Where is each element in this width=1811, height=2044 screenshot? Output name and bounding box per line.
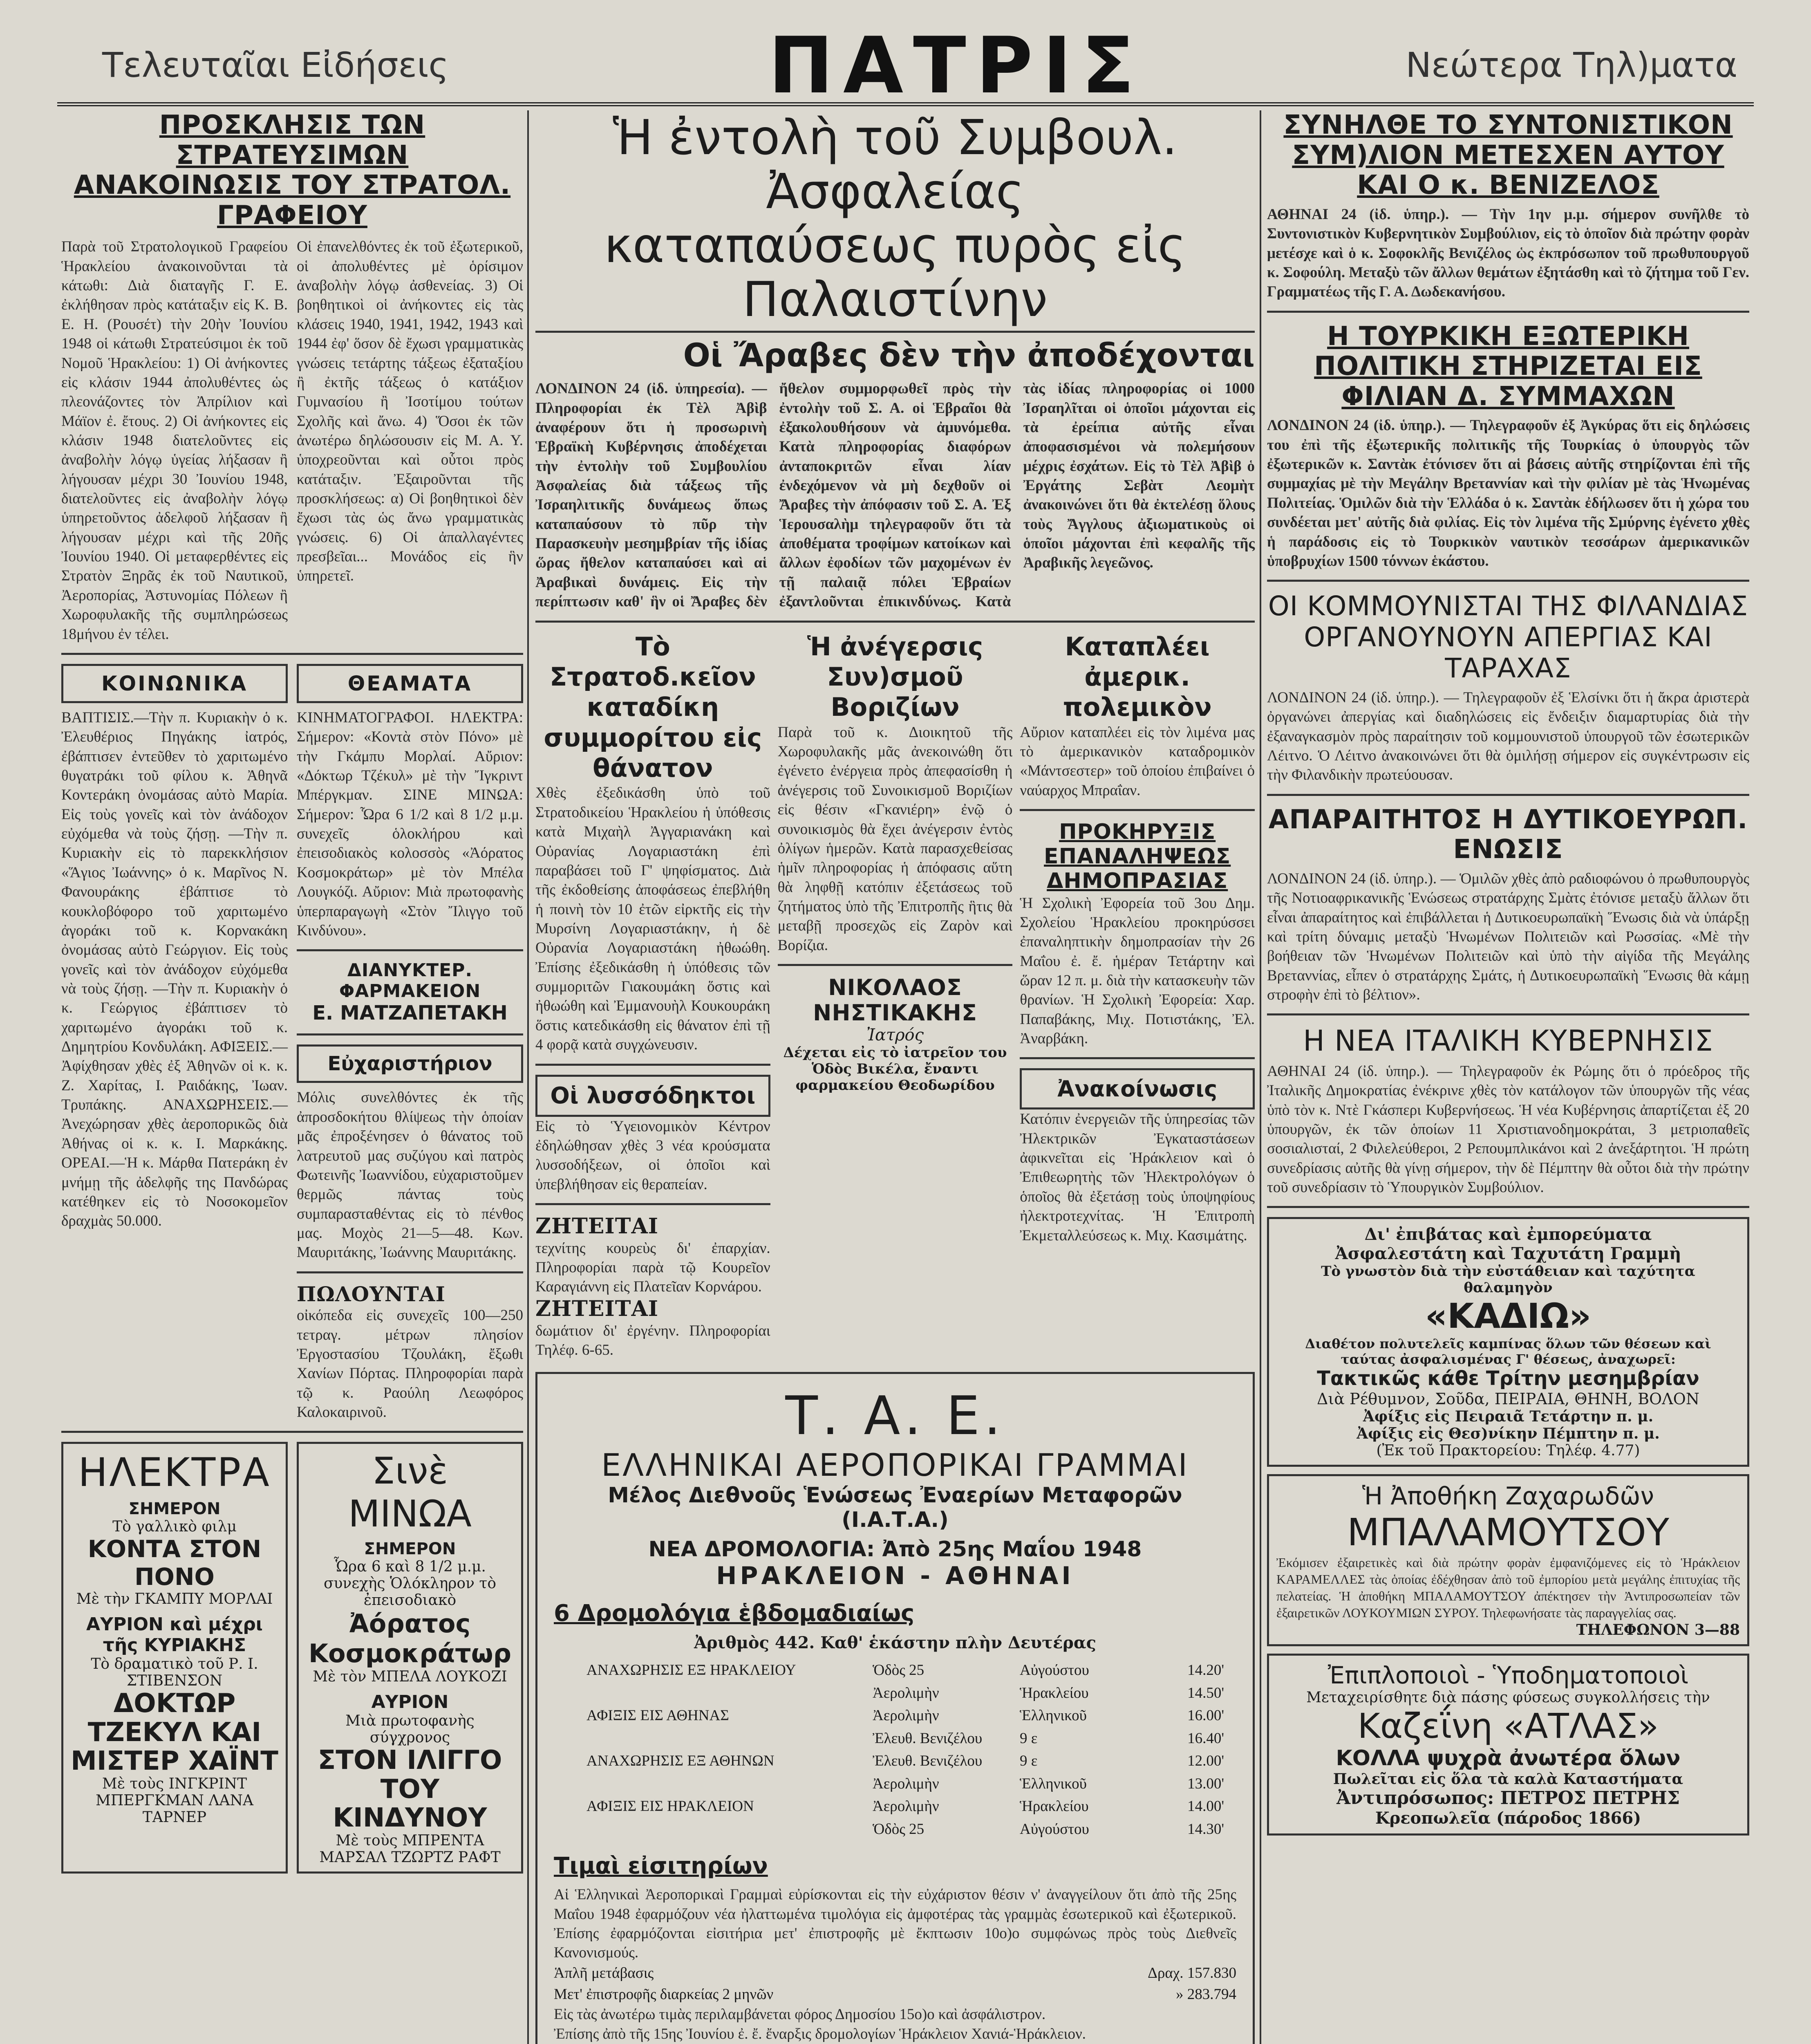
column-divider: [527, 110, 529, 2044]
today-label: ΣΗΜΕΡΟΝ: [128, 1499, 221, 1519]
schedule-cell: [587, 1818, 873, 1841]
price-note: Εἰς τὰς ἀνωτέρω τιμὰς περιλαμβάνεται φόρος Δημοσίου 15ο)ο καὶ ἀσφάλιστρον.: [554, 2006, 1046, 2023]
auction-title: ΠΡΟΚΗΡΥΞΙΣ ΕΠΑΝΑΛΗΨΕΩΣ ΔΗΜΟΠΡΑΣΙΑΣ: [1044, 820, 1231, 893]
masthead: [57, 16, 1754, 111]
ship-ad-line: (Ἐκ τοῦ Πρακτορείου: Τηλέφ. 4.77): [1376, 1442, 1640, 1459]
rabies-text: Εἰς τὸ Ὑγειονομικὸν Κέντρον ἐδηλώθησαν χθὲς 3 νέα κρούσματα λυσσοδήξεων, οἱ ὁποῖοι καὶ ὑπεβλήθησαν εἰς θεραπείαν.: [535, 1118, 770, 1193]
palestine-headline: Ἡ ἐντολὴ τοῦ Συμβουλ. Ἀσφαλείας: [613, 109, 1177, 220]
cinema-ads: [61, 1442, 523, 1874]
minoa-title: Σινὲ ΜΙΝΩΑ: [348, 1450, 472, 1536]
schedule-cell: ΑΦΙΞΙΣ ΕΙΣ ΑΘΗΝΑΣ: [587, 1707, 729, 1724]
schedule-row: [587, 1773, 1236, 1795]
schedule-cell: 14.50': [1187, 1684, 1224, 1701]
tae-airline-ad: [535, 1372, 1255, 2044]
ship-ad-line: Τὸ γνωστὸν διὰ τὴν εὐστάθειαν καὶ ταχύτητα θαλαμηγὸν: [1321, 1263, 1695, 1296]
masthead-left-label: Τελευταῖαι Εἰδήσεις: [102, 45, 449, 85]
glue-brand: Καζεΐνη «ΑΤΛΑΣ»: [1357, 1706, 1659, 1746]
divider: [1267, 580, 1749, 582]
schedule-cell: Ἑλληνικοῦ: [1020, 1707, 1087, 1724]
right-column: [1267, 110, 1749, 1836]
for-sale-text: οἰκόπεδα εἰς συνεχεῖς 100—250 τετραγ. μέτρων πλησίον Ἐργοστασίου Τζουλάκη, ἔξωθι Χανίων Πόρτας. Πληροφορίαι παρὰ τῷ κ. Ραούλη Λεωφόρος Καλοκαιρινοῦ.: [297, 1307, 523, 1421]
candy-store-ad: [1267, 1474, 1749, 1646]
divider: [1020, 809, 1255, 811]
turkey-headline: Η ΤΟΥΡΚΙΚΗ ΕΞΩΤΕΡΙΚΗ ΠΟΛΙΤΙΚΗ ΣΤΗΡΙΖΕΤΑΙ ΕΙΣ ΦΙΛΙΑΝ Δ. ΣΥΜΜΑΧΩΝ: [1314, 321, 1702, 412]
conscription-headline: ΠΡΟΣΚΛΗΣΙΣ ΤΩΝ ΣΤΡΑΤΕΥΣΙΜΩΝ: [159, 110, 425, 170]
schedule-row: [587, 1704, 1236, 1727]
glue-ad-heading: Ἐπιπλοποιοὶ - Ὑποδηματοποιοὶ: [1327, 1661, 1689, 1690]
tae-title: Τ. Α. Ε.: [785, 1385, 1005, 1447]
schedule-row: [587, 1818, 1236, 1841]
candy-store-name: ΜΠΑΛΑΜΟΥΤΣΟΥ: [1347, 1511, 1670, 1555]
tomorrow-label: ΑΥΡΙΟΝ καὶ μέχρι τῆς ΚΥΡΙΑΚΗΣ: [86, 1614, 263, 1656]
flights-title: 6 Δρομολόγια ἑβδομαδιαίως: [554, 1600, 915, 1627]
schedule-cell: 12.00': [1187, 1753, 1224, 1770]
schedule-row: [587, 1659, 1236, 1682]
social-title: ΚΟΙΝΩΝΙΚΑ: [61, 664, 288, 703]
newspaper-title: ΠΑΤΡΙΣ: [768, 20, 1144, 111]
glue-ad-line: Ἀντιπρόσωπος: ΠΕΤΡΟΣ ΠΕΤΡΗΣ: [1336, 1788, 1680, 1809]
electra-cinema-ad: [61, 1442, 288, 1874]
schedule-cell: Ἡρακλείου: [1020, 1798, 1089, 1815]
schedule-row: [587, 1750, 1236, 1773]
schedule-cell: Ἡρακλείου: [1020, 1684, 1089, 1701]
schedule-cell: Αὐγούστου: [1020, 1820, 1089, 1838]
minoa-cinema-ad: [297, 1442, 523, 1874]
divider: [297, 1033, 523, 1035]
court-text: Χθὲς ἐξεδικάσθη ὑπὸ τοῦ Στρατοδικείου Ἡρακλείου ἡ ὑπόθεσις κατὰ Μιχαὴλ Ἀγγαριανάκη καὶ Οὐρανίας Λογαριαστάκη ἐπὶ παραβάσει τοῦ Γ' ψηφίσματος. Διὰ τῆς ἐκδοθείσης ἀποφάσεως ἐπεβλήθη ἡ ποινὴ τὸν 10 ἐτῶν εἰρκτῆς εἰς τὴν Μυρσίνη Λογαριαστάκην, ἡ δὲ Οὐρανία Λογαριαστάκη ἠθωώθη. Ἐπίσης ἐξεδικάσθη ἡ ὑπόθεσις τῶν συμμοριτῶν Γιακουμάκη ὅστις καὶ ἠθωώθη καὶ Ἐμμανουὴλ Κουκουράκη ὅστις κατεδικάσθη εἰς θάνατον ἐπὶ τῇ 4 φορᾷ κατὰ συγχώνευσιν.: [535, 784, 770, 1053]
doctor-name: ΝΙΚΟΛΑΟΣ ΝΗΣΤΙΚΑΚΗΣ: [813, 975, 977, 1026]
schedule-row: [587, 1727, 1236, 1750]
wanted-label: ΖΗΤΕΙΤΑΙ: [535, 1213, 659, 1239]
pharmacy-title: ΔΙΑΝΥΚΤΕΡ. ΦΑΡΜΑΚΕΙΟΝ: [339, 960, 481, 1002]
ad-line: Μιὰ πρωτοφανὴς σύγχρονος: [345, 1712, 475, 1746]
price-row: [554, 1963, 1236, 1984]
council-text: ΑΘΗΝΑΙ 24 (ἰδ. ὑπηρ.). — Τὴν 1ην μ.μ. σήμερον συνῆλθε τὸ Συντονιστικὸν Κυβερνητικὸν Συμβούλιον, εἰς τὸ ὁποῖον διὰ πρώτην φορὰν μετέσχε καὶ ὁ κ. Σοφοκλῆς Βενιζέλος ὡς ἐκπρόσωπον τοῦ πρωθυπουργοῦ κ. Σοφούλη. Μεταξὺ τῶν ἄλλων θεμάτων ἐξητάσθη καὶ τὸ ζήτημα τοῦ Γεν. Γραμματέως τῆς Γ. Α. Δωδεκανήσου.: [1267, 206, 1749, 300]
film-title: ΚΟΝΤΑ ΣΤΟΝ ΠΟΝΟ: [87, 1535, 262, 1591]
europe-text: ΛΟΝΔΙΝΟΝ 24 (ἰδ. ὑπηρ.). — Ὁμιλῶν χθὲς ἀπὸ ραδιοφώνου ὁ πρωθυπουργὸς τῆς Νοτιοαφρικανικῆς Ἑνώσεως στρατάρχης Σμὰτς ἐτόνισε μεταξὺ ἄλλων ὅτι εἶναι ἀπαραίτητος καὶ ἐπιβάλλεται ἡ Δυτικοευρωπαϊκὴ Ἕνωσις διὰ νὰ ὑπάρξῃ καὶ τρίτη δύναμις μεταξὺ Ἡνωμένων Πολιτειῶν καὶ Ρωσσίας. «Μὲ τὴν βοήθειαν τῶν Ἡνωμένων Πολιτειῶν καὶ ὑπὸ τὴν αἰγίδα τῆς Μεγάλης Βρεταννίας, εἶπεν ὁ στρατάρχης Σμάτς, ἡ Δυτικοευρωπαϊκὴ Ἕνωσις θὰ κάμῃ στροφὴν ἐπὶ τὸ βέλτιον».: [1267, 870, 1749, 1004]
thanks-text: Μόλις συνελθόντες ἐκ τῆς ἀπροσδοκήτου θλίψεως τὴν ὁποίαν μᾶς ἐπροξένησεν ὁ θάνατος τοῦ λατρευτοῦ μας συζύγου καὶ πατρὸς Φωτεινῆς Ἰωαννίδου, εὐχαριστοῦμεν θερμῶς πάντας τοὺς συμπαρασταθέντας εἰς τὸ πένθος μας. Μοχὸς 21—5—48. Κων. Μαυριτάκης, Ἰωάννης Μαυριτάκης.: [297, 1089, 523, 1261]
schedule-cell: 16.40': [1187, 1730, 1224, 1747]
italy-headline: Η ΝΕΑ ΙΤΑΛΙΚΗ ΚΥΒΕΡΝΗΣΙΣ: [1303, 1024, 1713, 1058]
schedule-cell: ΑΝΑΧΩΡΗΣΙΣ ΕΞ ΗΡΑΚΛΕΙΟΥ: [587, 1662, 796, 1679]
film-title: ΔΟΚΤΩΡ ΤΖΕΚΥΛ ΚΑΙ ΜΙΣΤΕΡ ΧΑΪΝΤ: [71, 1688, 278, 1777]
flights-note: Ἀριθμὸς 442. Καθ' ἑκάστην πλὴν Δευτέρας: [694, 1633, 1097, 1653]
ship-ad-line: Ἀφίξις εἰς Πειραιᾶ Τετάρτην π. μ.: [1363, 1408, 1654, 1425]
price-label: Ἁπλῆ μετάβασις: [554, 1964, 654, 1981]
schedule-cell: Ἀερολιμὴν: [873, 1684, 939, 1701]
article-text: Παρὰ τοῦ Στρατολογικοῦ Γραφείου Ἡρακλείου ἀνακοινοῦνται τὰ κάτωθι: Διὰ διαταγῆς Γ. Ε. ἐκλήθησαν πρὸς κατάταξιν εἰς Κ. Β. Ε. Η. (Ρουσέτ) τὴν 20ὴν Ἰουνίου 1948 οἱ κάτωθι Στρατεύσιμοι ἐκ τοῦ Νομοῦ Ἡρακλείου: 1) Οἱ ἀνήκοντες εἰς κλάσιν 1944 ἀπολυθέντες ὡς πλεονάζοντες τὸν Ἀπρίλιον καὶ Μάϊον ἐ. ἔτους. 2) Οἱ ἀνήκοντες εἰς κλάσιν 1948 διατελοῦντες εἰς ἀναβολὴν λόγῳ ὑγείας λήξασαν ἢ λήγουσαν μέχρι 30 Ἰουνίου 1948, διατελοῦντες εἰς ἀναβολὴν λόγῳ ὑπηρετοῦντος ἀδελφοῦ λήξασαν ἢ λήγουσαν μέχρι καὶ τῆς 20ῆς Ἰουνίου 1940. Οἱ μεταφερθέντες εἰς Στρατὸν Ξηρᾶς ἐκ τοῦ Ναυτικοῦ, Ἀεροπορίας, Ἀστυνομίας Πόλεων ἢ Χωροφυλακῆς τῆς συμπληρώσεως 18μήνου ἐν τέλει.: [61, 238, 288, 643]
palestine-subhead: Οἱ Ἄραβες δὲν τὴν ἀποδέχονται: [683, 337, 1255, 374]
ship-name: «ΚΑΔΙΩ»: [1425, 1296, 1592, 1336]
doctor-title: Ἰατρός: [866, 1026, 924, 1045]
schedule-cell: [587, 1727, 873, 1750]
schedule-cell: 14.00': [1187, 1798, 1224, 1815]
schedule-cell: 16.00': [1187, 1707, 1224, 1724]
for-sale-label: ΠΩΛΟΥΝΤΑΙ: [297, 1282, 445, 1306]
schedule-cell: ΑΦΙΞΙΣ ΕΙΣ ΗΡΑΚΛΕΙΟΝ: [587, 1798, 754, 1815]
wanted-text: δωμάτιον δι' ἐργένην. Πληροφορίαι Τηλέφ. 6-65.: [535, 1322, 770, 1358]
divider: [778, 964, 1013, 966]
conscription-subheadline: ΑΝΑΚΟΙΝΩΣΙΣ ΤΟΥ ΣΤΡΑΤΟΛ. ΓΡΑΦΕΙΟΥ: [74, 170, 511, 231]
tae-subtitle: ΕΛΛΗΝΙΚΑΙ ΑΕΡΟΠΟΡΙΚΑΙ ΓΡΑΜΜΑΙ: [601, 1447, 1189, 1484]
announcement-title: Ἀνακοίνωσις: [1020, 1068, 1255, 1109]
schedule-cell: [587, 1682, 873, 1705]
today-label: ΣΗΜΕΡΟΝ: [364, 1540, 456, 1559]
divider: [535, 1203, 770, 1205]
auction-text: Ἡ Σχολικὴ Ἐφορεία τοῦ 3ου Δημ. Σχολείου Ἡρακλείου προκηρύσσει ἐπαναληπτικὴν δημοπρασίαν τὴν 26 Μαΐου ἐ. ἔ. ἡμέραν Τετάρτην καὶ ὥραν 12 π. μ. διὰ τὴν κατασκευὴν τῶν θρανίων. Ἡ Σχολικὴ Ἐφορεία: Χαρ. Παπαβάκης, Μιχ. Ποτιστάκης, Ἐλ. Ἀναρβάκη.: [1020, 894, 1255, 1047]
schedule-cell: Ἀερολιμὴν: [873, 1798, 939, 1815]
rabies-title: Οἱ λυσσόδηκτοι: [535, 1075, 770, 1117]
ad-line: Μὲ τὸν ΜΠΕΛΑ ΛΟΥΚΟΖΙ: [313, 1668, 507, 1685]
glue-ad-line: Κρεοπωλεῖα (πάροδος 1866): [1375, 1809, 1641, 1828]
wanted-text: τεχνίτης κουρεὺς δι' ἐπαρχίαν. Πληροφορίαι παρὰ τῷ Κουρεῖον Καραγιάννη εἰς Πλατεῖαν Κορνάρου.: [535, 1239, 770, 1295]
ship-ad-line: Διαθέτον πολυτελεῖς καμπίνας ὅλων τῶν θέσεων καὶ ταύτας ἀσφαλισμένας Γ' θέσεως, ἀναχωρεῖ:: [1305, 1336, 1711, 1367]
film-title: Ἀόρατος Κοσμοκράτωρ: [309, 1609, 511, 1669]
tomorrow-label: ΑΥΡΙΟΝ: [371, 1692, 449, 1713]
social-theatre-row: [61, 664, 523, 1422]
social-text: ΒΑΠΤΙΣΙΣ.—Τὴν π. Κυριακὴν ὁ κ. Ἐλευθέριος Πηγάκης ἰατρός, ἐβάπτισεν ἐντεῦθεν τὸ χαριτωμένο θυγατράκι τοῦ φίλου κ. Ἀθηνᾶ Κοντεράκη ὀνομάσας αὐτὸ Μαρία. Εἰς τοὺς γονεῖς καὶ τὸν ἀνάδοχον εὐχόμεθα νὰ τοὺς ζήσῃ. —Τὴν π. Κυριακὴν εἰς τὸ παρεκκλήσιον «Ἅγιος Ἰωάννης» ὁ κ. Μαρῖνος Ν. Φανουράκης ἐβάπτισε τὸ κουκλοβόφορο τοῦ χαριτωμένο ἀγοράκι τοῦ κ. Κορνακάκη ὀνομάσας αὐτὸ Γεώργιον. Εἰς τοὺς γονεῖς καὶ τὸν ἀνάδοχον εὐχόμεθα νὰ τοὺς ζήσῃ. —Τὴν π. Κυριακὴν ὁ κ. Γεώργιος ἐβάπτισεν τὸ χαριτωμένο ἀγοράκι τοῦ κ. Δημητρίου Κονδυλάκη. ΑΦΙΞΕΙΣ.—Ἀφίχθησαν χθὲς ἐξ Ἀθηνῶν οἱ κ. κ. Ζ. Χαρίτας, Ι. Ραιδάκης, Ἰωαν. Τρυπάκης. ΑΝΑΧΩΡΗΣΕΙΣ.—Ἀνεχώρησαν χθὲς ἀεροπορικῶς διὰ Ἀθήνας οἱ κ. κ. Ι. Μαρκάκης. ΟΡΕΑΙ.—Ἡ κ. Μάρθα Πατεράκη ἐν μνήμῃ τῆς ἀδελφῆς της Πανδώρας κατέθηκεν εἰς τὸ Νοσοκομεῖον δραχμὰς 50.000.: [61, 709, 288, 1230]
ship-ad-line: Ἀσφαλεστάτη καὶ Ταχυτάτη Γραμμὴ: [1335, 1244, 1681, 1264]
theatre-section: [297, 664, 523, 1422]
schedule-cell: 9 ε: [1020, 1730, 1038, 1747]
candy-ad-line: Ἡ Ἀποθήκη Ζαχαρωδῶν: [1362, 1482, 1654, 1511]
schedule-cell: Αὐγούστου: [1020, 1662, 1089, 1679]
prices-text: Αἱ Ἑλληνικαὶ Ἀεροπορικαὶ Γραμμαὶ εὐρίσκονται εἰς τὴν εὐχάριστον θέσιν ν' ἀναγγείλουν ὅτι ἀπὸ τῆς 25ης Μαΐου 1948 ἐφαρμόζουν νέα ἠλαττωμένα τιμολόγια εἰς ἀμφοτέρας τὰς γραμμὰς ἐσωτερικοῦ καὶ ἐξωτερικοῦ. Ἐπίσης ἐφαρμόζονται εἰσιτήρια μετ' ἐπιστροφῆς μὲ ἔκπτωσιν 10ο)ο συμφώνως πρὸς τοὺς Διεθνεῖς Κανονισμούς.: [554, 1886, 1236, 1961]
theatre-title: ΘΕΑΜΑΤΑ: [297, 664, 523, 703]
divider: [61, 653, 523, 655]
turkey-text: ΛΟΝΔΙΝΟΝ 24 (ἰδ. ὑπηρ.). — Τηλεγραφοῦν ἐξ Ἀγκύρας ὅτι εἰς δηλώσεις του ἐπὶ τῆς ἐξωτερικῆς πολιτικῆς τῆς Τουρκίας ὁ ὑπουργὸς τῶν ἐξωτερικῶν κ. Σαντὰκ ἐτόνισεν ὅτι αἱ βάσεις αὐτῆς στηρίζονται ἐπὶ τῆς συμμαχίας μὲ τὴν Μεγάλην Βρεταννίαν καὶ τὴν φιλίαν μὲ τὰς Ἡνωμένας Πολιτείας. Ὁμιλῶν διὰ τὴν Ἑλλάδα ὁ κ. Σαντὰκ ἐδήλωσεν ὅτι ἡ χώρα του συνδέεται μετ' αὐτῆς διὰ φιλίας. Εἰς τὸν λιμένα τῆς Σμύρνης ἐγένετο χθὲς ἡ παράδοσις εἰς τὸ Τουρκικὸν ναυτικὸν τεσσάρων ἀμερικανικῶν ὑποβρυχίων 1500 τόννων ἑκάστου.: [1267, 417, 1749, 569]
ad-line: Μὲ τοὺς ΜΠΡΕΝΤΑ ΜΑΡΣΑΛ ΤΖΩΡΤΖ ΡΑΦΤ: [319, 1832, 501, 1866]
warship-text: Αὔριον καταπλέει εἰς τὸν λιμένα μας τὸ ἀμερικανικὸν καταδρομικὸν «Μάντσεστερ» τοῦ ὁποίου ἐπιβαίνει ὁ ναύαρχος Μπραΐαν.: [1020, 724, 1255, 799]
divider: [535, 1064, 770, 1066]
settlement-title: Ἡ ἀνέγερσις Συν)σμοῦ Βοριζίων: [807, 631, 983, 722]
price-note: Ἐπίσης ἀπὸ τῆς 15ης Ἰουνίου ἐ. ἔ. ἔναρξις δρομολογίων Ἡράκλειον Χανιά-Ἡράκλειον.: [554, 2025, 1086, 2042]
council-headline: ΣΥΝΗΛΘΕ ΤΟ ΣΥΝΤΟΝΙΣΤΙΚΟΝ ΣΥΜ)ΛΙΟΝ ΜΕΤΕΣΧΕΝ ΑΥΤΟΥ ΚΑΙ Ο κ. ΒΕΝΙΖΕΛΟΣ: [1283, 110, 1733, 201]
palestine-article: ΛΟΝΔΙΝΟΝ 24 (ἰδ. ὑπηρεσία). — Πληροφορίαι ἐκ Τὲλ Ἀβὶβ ἀναφέρουν ὅτι ἡ προσωρινὴ Ἑβραϊκὴ Κυβέρνησις ἀποδέχεται τὴν ἐντολὴν τοῦ Συμβουλίου Ἀσφαλείας διὰ τάξεως τῆς Ἰσραηλιτικῆς δυνάμεως ὅπως καταπαύσουν τὸ πῦρ τὴν Παρασκευὴν μεσημβρίαν τῆς ἰδίας ὥρας ἤθελον καταπαύσει καὶ αἱ Ἀραβικαὶ δυνάμεις. Εἰς τὴν περίπτωσιν καθ' ἣν οἱ Ἄραβες δὲν ἤθελον συμμορφωθεῖ πρὸς τὴν ἐντολὴν τοῦ Σ. Α. οἱ Ἑβραῖοι θὰ ἐξακολουθήσουν νὰ ἀμυνόμεθα. Κατὰ πληροφορίας διαφόρων ἀνταποκριτῶν εἶναι λίαν ἐνδεχόμενον νὰ μὴ δεχθοῦν οἱ Ἄραβες τὴν ἀπόφασιν τοῦ Σ. Α. Ἐξ Ἱερουσαλὴμ τηλεγραφοῦν ὅτι τὰ ἀποθέματα τροφίμων κατοίκων καὶ ἄλλων ἐφοδίων τῶν μαχομένων ἐν τῇ παλαιᾷ πόλει Ἑβραίων ἐξαντλοῦνται ἐπικινδύνως. Κατὰ τὰς ἰδίας πληροφορίας οἱ 1000 Ἰσραηλῖται οἱ ὁποῖοι μάχονται εἰς τὰ ἐρείπια αὐτῆς εἶναι ἀποφασισμένοι νὰ πολεμήσουν μέχρις ἐσχάτων. Εἰς τὸ Τὲλ Ἀβὶβ ὁ Ἐργάτης Σεβὰτ Λεομὴτ ἀνακοινώνει ὅτι θὰ ἐκτελέσῃ ὅλους τοὺς Ἄγγλους ἀξιωματικοὺς οἱ ὁποῖοι μάχονται ἐπὶ κεφαλῆς τῆς Ἀραβικῆς λεγεῶνος.: [535, 380, 1255, 610]
settlement-text: Παρὰ τοῦ κ. Διοικητοῦ τῆς Χωροφυλακῆς μᾶς ἀνεκοινώθη ὅτι ἐγένετο ἐνέργεια πρὸς ἀπεφασίσθη ἡ ἀνέγερσις τοῦ Συνοικισμοῦ Βοριζίων εἰς θέσιν «Γκανιέρη» ἐνῷ ὁ συνοικισμὸς θὰ ἔχει ἀνέγερσιν ἐντὸς ὀλίγων ἡμερῶν. Κατὰ παρασχεθείσας ἡμῖν πληροφορίας ἡ ἀπόφασις αὕτη θὰ ληφθῇ κατόπιν ἐξετάσεως τοῦ ζητήματος ὑπὸ τῆς Ἐπιτροπῆς ἣτις θὰ μεταβῇ προσεχῶς εἰς Ζαρὸν καὶ Βορίζια.: [777, 724, 1013, 954]
ship-ad-line: Διὰ Ρέθυμνον, Σοῦδα, ΠΕΙΡΑΙΑ, ΘΗΝΗ, ΒΟΛΟΝ: [1316, 1390, 1700, 1408]
schedule-row: [587, 1795, 1236, 1818]
masthead-right-label: Νεώτερα Τηλ)ματα: [1406, 45, 1737, 85]
divider: [1267, 1206, 1749, 1208]
schedule-cell: Ὁδὸς 25: [873, 1662, 925, 1679]
article-text: Οἱ ἐπανελθόντες ἐκ τοῦ ἐξωτερικοῦ, οἱ ἀπολυθέντες μὲ ὁρίσιμον ἀναβολὴν λόγῳ ἀσθενείας. 3) Οἱ βοηθητικοὶ οἱ ἀνήκοντες εἰς τὰς κλάσεις 1940, 1941, 1942, 1943 καὶ 1944 ἐφ' ὅσον δὲ ἔχωσι γραμματικὰς γνώσεις τετάρτης τάξεως ἐξαταξίου ἢ ἐκτῆς τάξεως ὁ κατάξιον Γυμνασίου ἢ Ἰσοτίμου τούτων Σχολῆς καὶ ἄνω. 4) Ὅσοι ἐκ τῶν ἀνωτέρω δηλώσουσιν εἰς Μ. Α. Υ. ὑποχρεοῦνται καὶ οὗτοι πρὸς κατάταξιν. Ἐξαιροῦνται τῆς προσκλήσεως: α) Οἱ βοηθητικοὶ δὲν ἔχωσι τὰς ὡς ἄνω γραμματικὰς γνώσεις. 6) Οἱ ἀπαλλαγέντες πρεσβεῖαι... Μονάδος εἰς ἣν ὑπηρετεῖ.: [297, 238, 523, 585]
schedule-cell: [587, 1773, 873, 1795]
palestine-headline-2: καταπαύσεως πυρὸς εἰς Παλαιστίνην: [535, 218, 1255, 332]
prices-title: Τιμαὶ εἰσιτηρίων: [554, 1853, 768, 1880]
ad-line: Μὲ τὴν ΓΚΑΜΠΥ ΜΟΡΛΑΙ: [76, 1591, 273, 1608]
divider: [1267, 311, 1749, 313]
schedule-table: [587, 1659, 1236, 1840]
schedule-cell: 13.00': [1187, 1775, 1224, 1792]
ship-ad-line: Ἀφίξις εἰς Θεσ)νίκην Πέμπτην π. μ.: [1357, 1425, 1660, 1443]
center-column: [535, 110, 1255, 2044]
ad-line: Τὸ δραματικὸ τοῦ Ρ. Ι. ΣΤΙΒΕΝΣΟΝ: [91, 1656, 258, 1690]
ship-ad-line: Δι' ἐπιβάτας καὶ ἐμπορεύματα: [1364, 1225, 1652, 1244]
glue-ad-line: Μεταχειρίσθητε διὰ πάσης φύσεως συγκολλήσεις τὴν: [1306, 1689, 1710, 1706]
left-column: [61, 110, 523, 1874]
schedule-row: [587, 1682, 1236, 1705]
glue-ad-line: ΚΟΛΛΑ ψυχρὰ ἀνωτέρα ὅλων: [1336, 1746, 1681, 1771]
ad-line: Μὲ τοὺς ΙΝΓΚΡΙΝΤ ΜΠΕΡΓΚΜΑΝ ΛΑΝΑ ΤΑΡΝΕΡ: [96, 1775, 253, 1826]
ship-ad: [1267, 1217, 1749, 1467]
ship-ad-line: Τακτικῶς κάθε Τρίτην μεσημβρίαν: [1317, 1367, 1699, 1390]
glue-ad-line: Πωλεῖται εἰς ὅλα τὰ καλὰ Καταστήματα: [1333, 1771, 1683, 1788]
theatre-text: ΚΙΝΗΜΑΤΟΓΡΑΦΟΙ. ΗΛΕΚΤΡΑ: Σήμερον: «Κοντὰ στὸν Πόνο» μὲ τὴν Γκάμπυ Μορλαί. Αὔριον: «Δόκτωρ Τζέκυλ» μὲ τὴν Ἴγκριντ Μπέργκμαν. ΣΙΝΕ ΜΙΝΩΑ: Σήμερον: Ὧρα 6 1/2 καὶ 8 1/2 μ.μ. συνεχεῖς ὁλοκλήρου καὶ ἐπεισοδιακὸς κολοσσὸς «Ἀόρατος Κοσμοκράτωρ» μὲ τὸν Μπέλα Λουγκόζι. Αὔριον: Μιὰ πρωτοφανὴς ὑπερπαραγωγὴ «Στὸν Ἴλιγγο τοῦ Κινδύνου».: [297, 709, 523, 939]
pharmacy-name: Ε. ΜΑΤΖΑΠΕΤΑΚΗ: [312, 1002, 508, 1025]
europe-headline: ΑΠΑΡΑΙΤΗΤΟΣ Η ΔΥΤΙΚΟΕΥΡΩΠ. ΕΝΩΣΙΣ: [1268, 804, 1748, 865]
ad-line: Τὸ γαλλικὸ φιλμ: [112, 1518, 237, 1535]
price-value: » 283.794: [1176, 1986, 1236, 2003]
schedule-cell: 9 ε: [1020, 1753, 1038, 1770]
warship-section: [1020, 632, 1255, 1360]
schedule-cell: 14.30': [1187, 1820, 1224, 1838]
thanks-title: Εὐχαριστήριον: [297, 1044, 523, 1083]
tae-membership: Μέλος Διεθνοῦς Ἑνώσεως Ἐναερίων Μεταφορῶν (Ι.Α.Τ.Α.): [608, 1483, 1182, 1533]
schedule-cell: Ἀερολιμὴν: [873, 1775, 939, 1792]
divider: [1267, 1013, 1749, 1015]
court-martial-section: [535, 632, 770, 1360]
tae-route: ΗΡΑΚΛΕΙΟΝ - ΑΘΗΝΑΙ: [716, 1562, 1074, 1591]
price-value: Δραχ. 157.830: [1148, 1964, 1236, 1981]
candy-ad-text: Ἐκόμισεν ἐξαιρετικὲς καὶ διὰ πρώτην φορὰν ἐμφανιζόμενες εἰς τὸ Ἡράκλειον ΚΑΡΑΜΕΛΛΕΣ τὰς ὁποίας ἐδέχθησαν ἀπὸ τοῦ ἐμπορίου μετὰ μεγάλης ἐπιτυχίας τῆς πελατείας. Ἡ ἀποθήκη ΜΠΑΛΑΜΟΥΤΣΟΥ ἀπέκτησεν τὴν Ἀντιπροσωπείαν τῶν ἐξαιρετικῶν ΛΟΥΚΟΥΜΙΩΝ ΣΥΡΟΥ. Τηλεφωνήσατε τὰς παραγγελίας σας.: [1276, 1555, 1740, 1620]
divider: [1267, 794, 1749, 796]
finland-headline: ΟΙ ΚΟΜΜΟΥΝΙΣΤΑΙ ΤΗΣ ΦΙΛΑΝΔΙΑΣ ΟΡΓΑΝΟΥΝΟΥΝ ΑΠΕΡΓΙΑΣ ΚΑΙ ΤΑΡΑΧΑΣ: [1268, 590, 1748, 684]
schedule-cell: Ἀερολιμὴν: [873, 1707, 939, 1724]
electra-title: ΗΛΕΚΤΡΑ: [78, 1450, 271, 1496]
divider: [297, 1271, 523, 1273]
divider: [297, 949, 523, 951]
wanted-label: ΖΗΤΕΙΤΑΙ: [535, 1296, 659, 1321]
settlement-section: [778, 632, 1013, 1360]
column-divider: [1260, 110, 1261, 2044]
court-title: Τὸ Στρατοδ.κεῖον καταδίκη συμμορίτου εἰς θάνατον: [544, 631, 762, 783]
divider: [535, 621, 1255, 623]
schedule-cell: Ἐλευθ. Βενιζέλου: [873, 1753, 983, 1770]
announcement-text: Κατόπιν ἐνεργειῶν τῆς ὑπηρεσίας τῶν Ἠλεκτρικῶν Ἐγκαταστάσεων ἀφικνεῖται εἰς Ἡράκλειον καὶ ὁ Ἐπιθεωρητὴς τῶν Ἠλεκτρολόγων ὁ ὁποῖος θὰ ἐξετάσῃ τοὺς ὑποψηφίους ἠλεκτροτεχνίτας. Ἡ Ἐπιτροπὴ Ἐκμεταλλεύσεως κ. Μιχ. Κασιμάτης.: [1020, 1111, 1255, 1244]
schedule-cell: Ἑλληνικοῦ: [1020, 1775, 1087, 1792]
price-label: Μετ' ἐπιστροφῆς διαρκείας 2 μηνῶν: [554, 1986, 774, 2003]
price-row: [554, 1984, 1236, 2005]
tae-new-schedule: ΝΕΑ ΔΡΟΜΟΛΟΓΙΑ: Ἀπὸ 25ης Μαΐου 1948: [648, 1537, 1142, 1562]
film-title: ΣΤΟΝ ΙΛΙΓΓΟ ΤΟΥ ΚΙΝΔΥΝΟΥ: [318, 1745, 502, 1833]
schedule-cell: 14.20': [1187, 1662, 1224, 1679]
warship-title: Καταπλέει ἀμερικ. πολεμικὸν: [1063, 631, 1212, 722]
schedule-cell: ΑΝΑΧΩΡΗΣΙΣ ΕΞ ΑΘΗΝΩΝ: [587, 1753, 775, 1770]
doctor-text: Δέχεται εἰς τὸ ἰατρεῖον του Ὁδὸς Βικέλα, ἔναντι φαρμακείου Θεοδωρίδου: [783, 1044, 1007, 1094]
conscription-article: [61, 237, 523, 644]
glue-ad: [1267, 1654, 1749, 1836]
schedule-cell: Ὁδὸς 25: [873, 1820, 925, 1838]
divider: [61, 1431, 523, 1433]
center-news-grid: [535, 632, 1255, 1360]
finland-text: ΛΟΝΔΙΝΟΝ 24 (ἰδ. ὑπηρ.). — Τηλεγραφοῦν ἐξ Ἑλσίνκι ὅτι ἡ ἄκρα ἀριστερὰ ὀργανώνει ἀπεργίας καὶ διαδηλώσεις εἰς ἔνδειξιν διαμαρτυρίας διὰ τὴν ἐξαναγκασμὸν πρὸς παραίτησιν τοῦ κομμουνιστοῦ ὑπουργοῦ τῶν ἐσωτερικῶν Λέιτνο. Ὁ Λέιτνο ἀνακοινώνει ὅτι θὰ ὁμιλήσῃ σήμερον εἰς συγκέντρωσιν εἰς τὴν Φιλανδικὴν πρωτεύουσαν.: [1267, 689, 1749, 784]
ad-line: Ὧρα 6 καὶ 8 1/2 μ.μ. συνεχὴς Ὁλόκληρον τὸ ἐπεισοδιακὸ: [323, 1558, 497, 1609]
italy-text: ΑΘΗΝΑΙ 24 (ἰδ. ὑπηρ.). — Τηλεγραφοῦν ἐκ Ρώμης ὅτι ὁ πρόεδρος τῆς Ἰταλικῆς Δημοκρατίας ἐνέκρινε χθὲς τὸν κατάλογον τῶν ὑπουργῶν τῆς νέας ὑπὸ τὸν κ. Ντὲ Γκάσπερι Κυβερνήσεως. Ἡ νέα Κυβέρνησις ἀπαρτίζεται ἐξ 20 ὑπουργῶν, ἐκ τῶν ὁποίων 11 Χριστιανοδημοκράται, 3 μετριοπαθεῖς σοσιαλισταί, 2 Φιλελεύθεροι, 2 Ρεπουμπλικάνοι καὶ 2 ἀνεξάρτητοι. Ἡ πρώτη συνεδρίασις αὐτῆς θὰ γίνῃ σήμερον, τὴν δὲ Πέμπτην θὰ οὗτοι διὰ τὴν πρώτην τοῦ συνεδρίασιν τὸ Ὑπουργικὸν Συμβούλιον.: [1267, 1062, 1749, 1196]
divider: [1020, 1057, 1255, 1059]
schedule-cell: Ἐλευθ. Βενιζέλου: [873, 1730, 983, 1747]
social-section: [61, 664, 288, 1422]
candy-phone: ΤΗΛΕΦΩΝΟΝ 3—88: [1576, 1621, 1740, 1639]
